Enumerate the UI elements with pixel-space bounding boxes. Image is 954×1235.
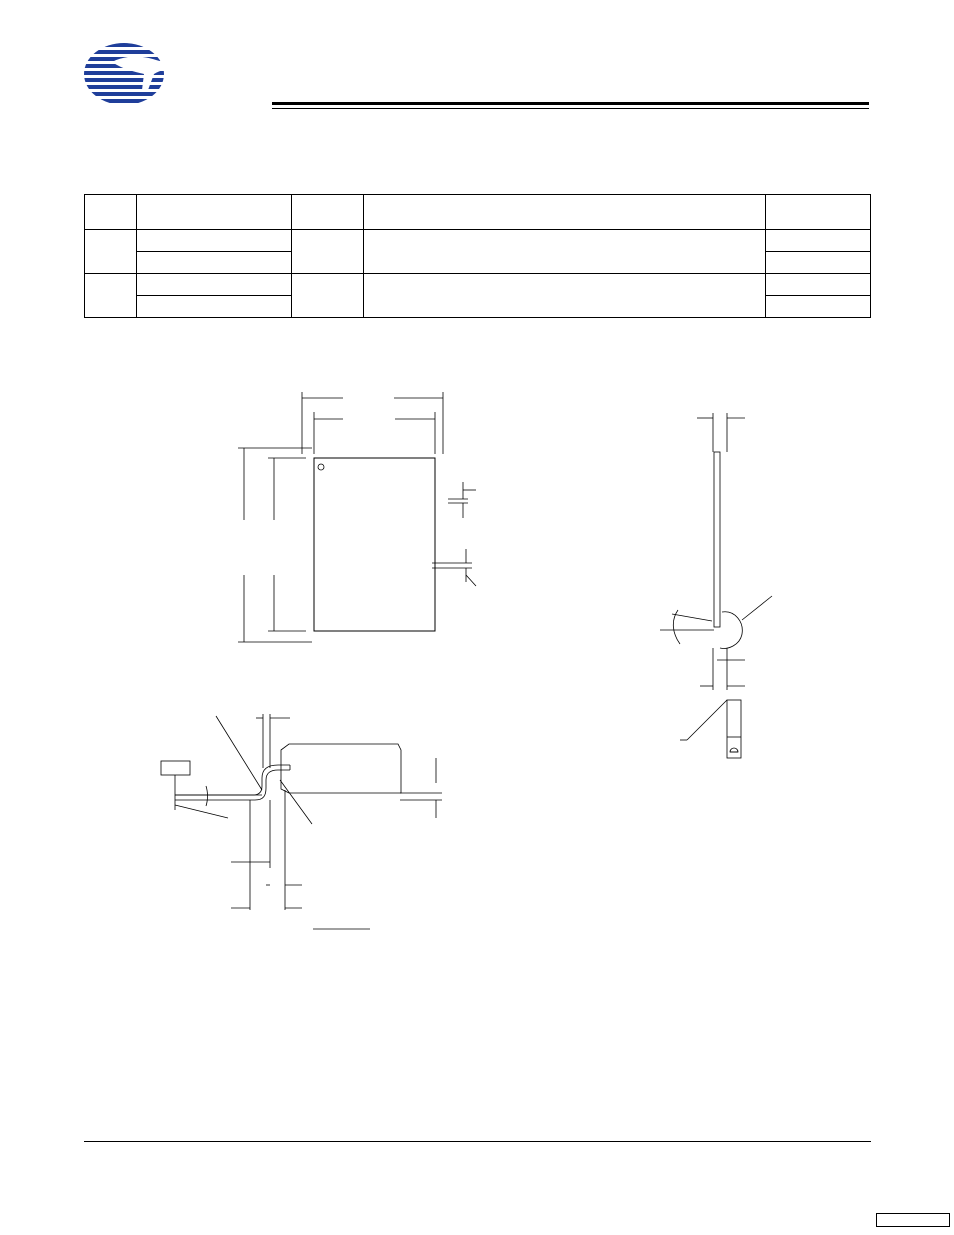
footer-rule — [84, 1141, 871, 1142]
page-number-box — [876, 1213, 950, 1227]
detail-view — [161, 714, 442, 929]
top-view — [238, 392, 476, 642]
side-view — [660, 413, 772, 758]
